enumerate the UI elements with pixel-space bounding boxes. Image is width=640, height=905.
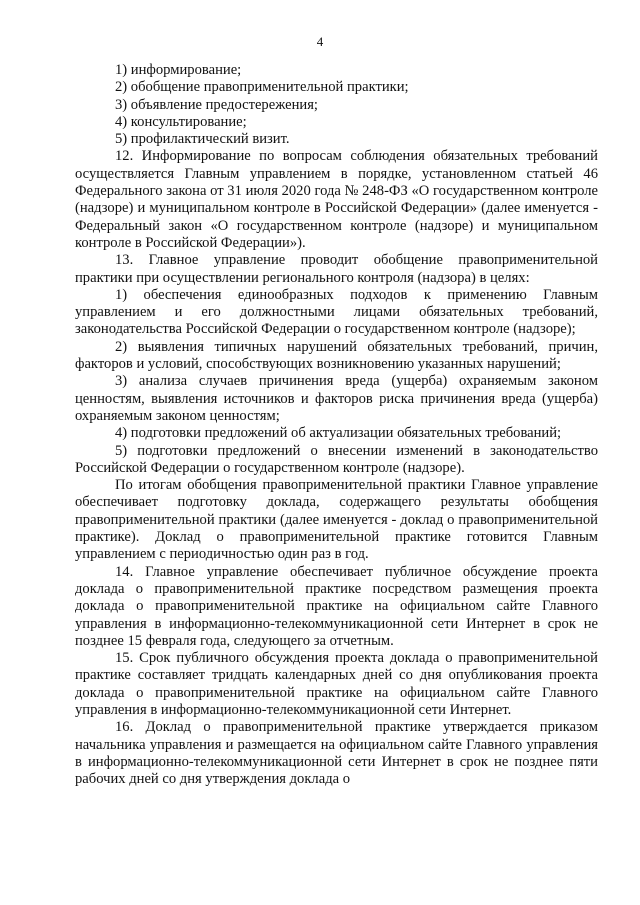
- list-item-warning: 3) объявление предостережения;: [115, 96, 318, 113]
- list-item-preventive-visit: 5) профилактический визит.: [115, 131, 290, 148]
- paragraph-12: 12. Информирование по вопросам соблюдения обязательных требований осуществляется Главным управлением в порядке, установленном статьей 46 Федерального закона от 31 июля 2020 года № 248-ФЗ «О государственном контроле (надзоре) и муниципальном контроле в Российской Федерации» (далее именуется - Федеральный закон «О государственном контроле (надзоре) и муниципальном контроле в Российской Федерации»).: [75, 148, 598, 251]
- paragraph-report-summary: По итогам обобщения правоприменительной практики Главное управление обеспечивает подготовку доклада, содержащего результаты обобщения правоприменительной практики (далее именуется - доклад о правоприменительной практике). Доклад о правоприменительной практике готовится Главным управлением с периодичностью один раз в год.: [75, 477, 598, 563]
- paragraph-15: 15. Срок публичного обсуждения проекта доклада о правоприменительной практике составляет тридцать календарных дней со дня опубликования проекта доклада о правоприменительной практике на официальном сайте Главного управления в информационно-телекоммуникационной сети Интернет.: [75, 650, 598, 718]
- list-item-generalization: 2) обобщение правоприменительной практики;: [115, 79, 409, 96]
- paragraph-13: 13. Главное управление проводит обобщение правоприменительной практики при осуществлении регионального контроля (надзора) в целях:: [75, 252, 598, 286]
- paragraph-13-item-1: 1) обеспечения единообразных подходов к применению Главным управлением и его должностными лицами обязательных требований, законодательства Российской Федерации о государственном контроле (надзоре);: [75, 286, 598, 338]
- list-item-informing: 1) информирование;: [115, 62, 242, 78]
- paragraph-13-item-3: 3) анализа случаев причинения вреда (ущерба) охраняемым законом ценностям, выявления источников и факторов риска причинения вреда (ущерба) охраняемым законом ценностям;: [75, 373, 598, 424]
- list-item-consulting: 4) консультирование;: [115, 113, 247, 130]
- paragraph-13-item-4: 4) подготовки предложений об актуализации обязательных требований;: [115, 425, 562, 442]
- paragraph-13-item-5: 5) подготовки предложений о внесении изменений в законодательство Российской Федерации о государственном контроле (надзоре).: [75, 442, 598, 476]
- paragraph-16: 16. Доклад о правоприменительной практике утверждается приказом начальника управления и размещается на официальном сайте Главного управления в информационно-телекоммуникационной сети Интернет в срок не позднее пяти рабочих дней со дня утверждения доклада о: [75, 719, 598, 788]
- document-body: [75, 62, 598, 788]
- page-number: 4: [316, 34, 324, 49]
- paragraph-13-item-2: 2) выявления типичных нарушений обязательных требований, причин, факторов и условий, способствующих возникновению указанных нарушений;: [75, 338, 598, 373]
- paragraph-14: 14. Главное управление обеспечивает публичное обсуждение проекта доклада о правоприменительной практике посредством размещения проекта доклада о правоприменительной практике на официальном сайте Главного управления в информационно-телекоммуникационной сети Интернет в срок не позднее 15 февраля года, следующего за отчетным.: [75, 563, 598, 649]
